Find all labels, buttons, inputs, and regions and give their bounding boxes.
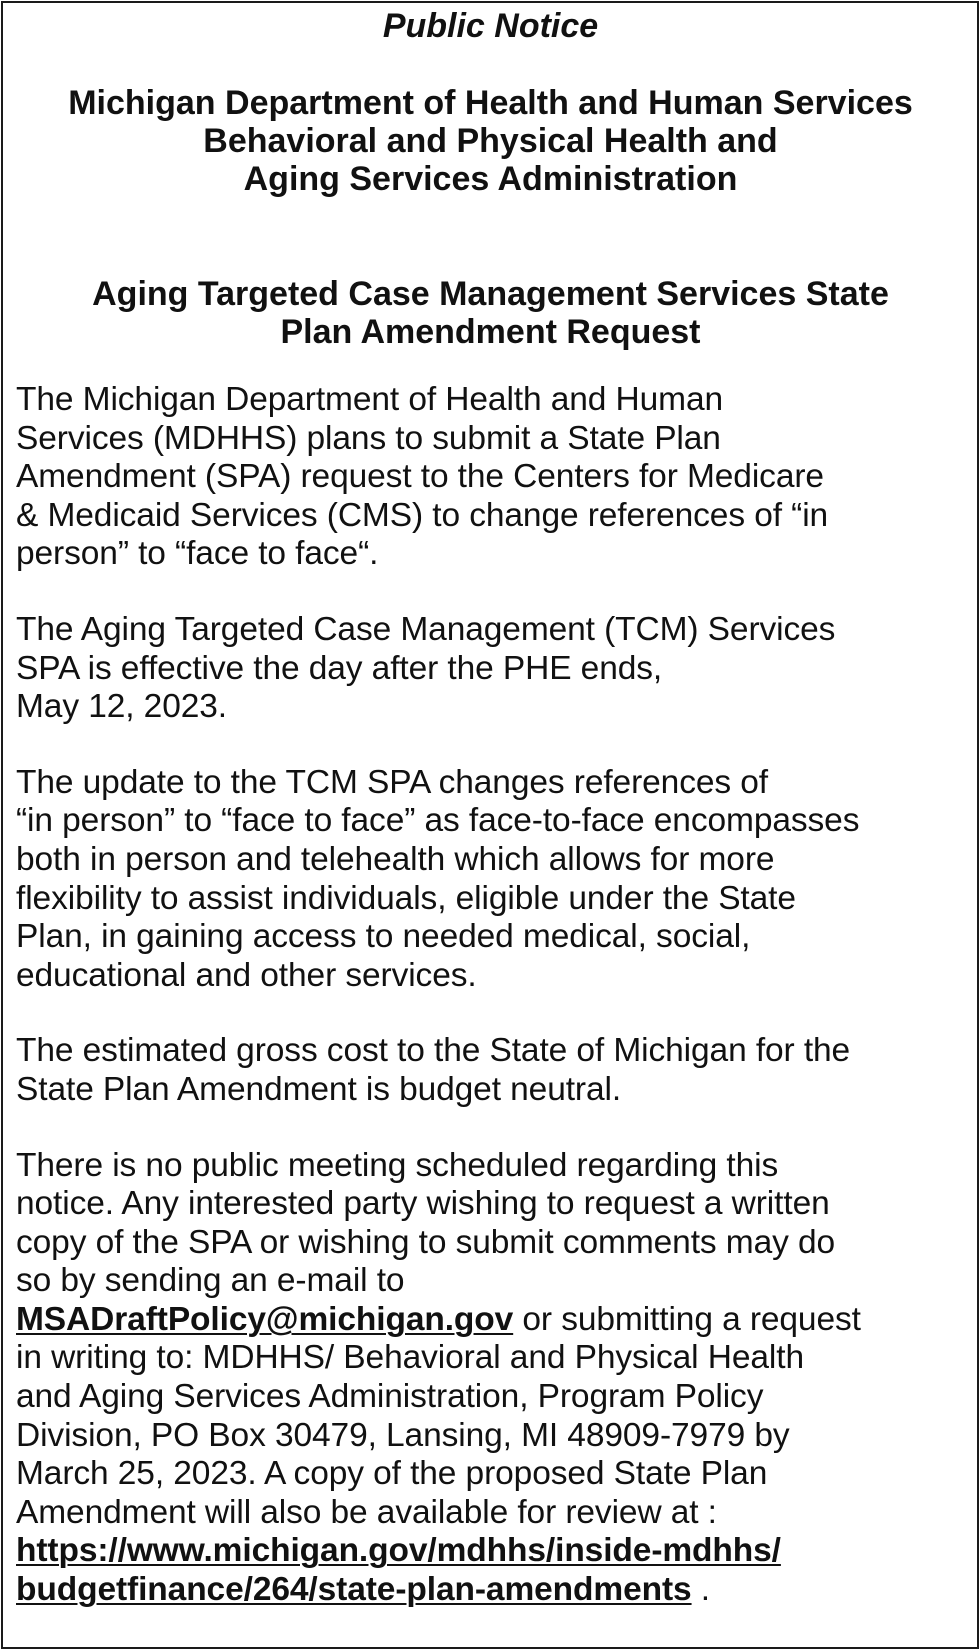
text-fragment: or submitting a request [513, 1300, 861, 1338]
text-line: The estimated gross cost to the State of Michigan for the [16, 1032, 851, 1070]
text-line: and Aging Services Administration, Program Policy [16, 1378, 764, 1416]
paragraph-comments [16, 1147, 965, 1610]
url-line [16, 1532, 965, 1571]
agency-line: Aging Services Administration [243, 160, 738, 198]
notice-label: Public Notice [382, 7, 599, 45]
title-line: Aging Targeted Case Management Services State [92, 275, 889, 313]
text-line: The Aging Targeted Case Management (TCM) Services [16, 610, 836, 648]
text-line: in writing to: MDHHS/ Behavioral and Physical Health [16, 1339, 804, 1377]
text-line: May 12, 2023. [16, 688, 228, 726]
text-line: Plan, in gaining access to needed medical, social, [16, 918, 751, 956]
text-line: SPA is effective the day after the PHE ends, [16, 649, 663, 687]
email-link[interactable]: MSADraftPolicy@michigan.gov [16, 1300, 514, 1338]
text-line: educational and other services. [16, 956, 477, 994]
spa-url-link-continued[interactable]: budgetfinance/264/state-plan-amendments [16, 1571, 692, 1609]
paragraph-plan-submission [16, 381, 965, 574]
agency-line: Michigan Department of Health and Human Services [68, 84, 913, 122]
email-line [16, 1301, 965, 1340]
text-line: State Plan Amendment is budget neutral. [16, 1070, 622, 1108]
url-line [16, 1571, 965, 1610]
text-line: Amendment (SPA) request to the Centers for Medicare [16, 458, 824, 496]
text-line: The update to the TCM SPA changes references of [16, 763, 768, 801]
text-line: Division, PO Box 30479, Lansing, MI 48909-7979 by [16, 1416, 790, 1454]
agency-heading [16, 84, 965, 198]
text-line: copy of the SPA or wishing to submit comments may do [16, 1223, 836, 1261]
paragraph-update-description [16, 764, 965, 996]
text-line: notice. Any interested party wishing to request a written [16, 1185, 830, 1223]
text-line: & Medicaid Services (CMS) to change references of “in [16, 496, 829, 534]
text-line: both in person and telehealth which allows for more [16, 840, 775, 878]
text-fragment: . [691, 1571, 710, 1609]
spa-url-link[interactable]: https://www.michigan.gov/mdhhs/inside-mdhhs/ [16, 1532, 781, 1570]
text-line: March 25, 2023. A copy of the proposed State Plan [16, 1455, 768, 1493]
paragraph-cost [16, 1032, 965, 1109]
title-line: Plan Amendment Request [280, 313, 701, 351]
paragraph-effective-date [16, 611, 965, 727]
text-line: There is no public meeting scheduled regarding this [16, 1146, 779, 1184]
text-line: Services (MDHHS) plans to submit a State Plan [16, 419, 721, 457]
text-line: person” to “face to face“. [16, 535, 379, 573]
text-line: flexibility to assist individuals, eligible under the State [16, 879, 796, 917]
text-line: so by sending an e-mail to [16, 1262, 405, 1300]
text-line: The Michigan Department of Health and Human [16, 381, 724, 418]
text-line: Amendment will also be available for review at : [16, 1493, 717, 1531]
public-notice [1, 1, 979, 1649]
text-line: “in person” to “face to face” as face-to-face encompasses [16, 802, 860, 840]
agency-line: Behavioral and Physical Health and [203, 122, 778, 160]
notice-title [16, 275, 965, 351]
